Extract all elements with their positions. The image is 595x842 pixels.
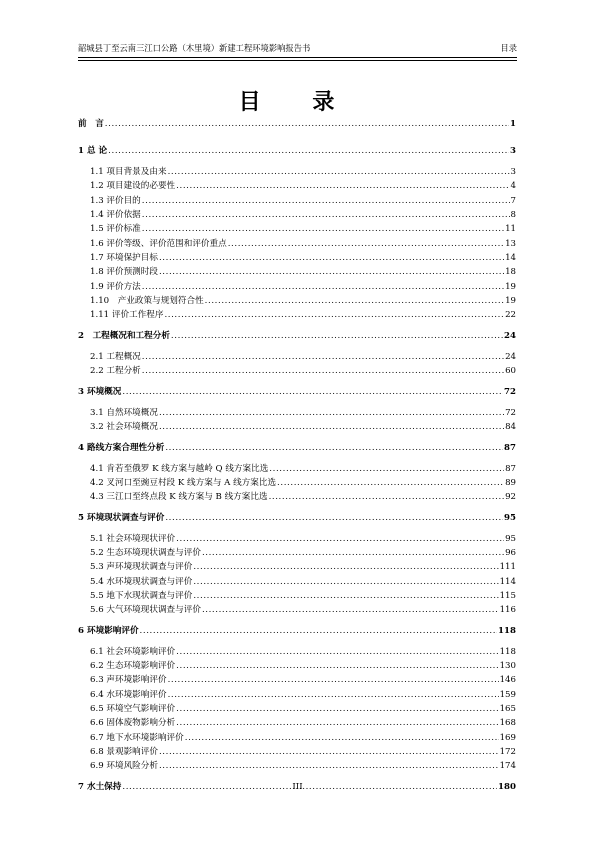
toc-entry-title: 6.8 景观影响评价	[90, 746, 158, 757]
toc-entry-page-number: 24	[505, 351, 516, 362]
toc-entry-title: 1.10 产业政策与规划符合性	[90, 295, 204, 306]
toc-chapter-entry[interactable]	[78, 144, 516, 158]
toc-entry-page-number: 114	[499, 576, 516, 587]
toc-entry-title: 7 水土保持	[78, 782, 122, 792]
toc-entry-title: 1.7 环境保护目标	[90, 252, 158, 263]
toc-section-entry[interactable]	[78, 308, 516, 322]
toc-entry-page-number: 174	[499, 761, 516, 772]
toc-entry-title: 1.6 评价等级、评价范围和评价重点	[90, 238, 227, 249]
toc-dot-leader	[269, 462, 504, 476]
toc-dot-leader	[159, 265, 504, 279]
toc-dot-leader	[142, 208, 510, 222]
toc-entry-title: 1.3 评价目的	[90, 195, 141, 206]
toc-entry-title: 2.2 工程分析	[90, 366, 141, 376]
toc-chapter-entry[interactable]	[78, 385, 516, 399]
toc-entry-title: 1.5 评价标准	[90, 224, 141, 235]
toc-entry-title: 3 环境概况	[78, 386, 122, 397]
toc-entry-page-number: 159	[499, 689, 516, 700]
toc-chapter-entry[interactable]	[78, 624, 516, 638]
toc-entry-title: 5.2 生态环境现状调查与评价	[90, 548, 201, 558]
header-document-title: 韶城县丁至云南三江口公路（木里境）新建工程环境影响报告书	[78, 43, 311, 53]
toc-chapter-entry[interactable]	[78, 511, 516, 525]
toc-entry-title: 1.2 项目建设的必要性	[90, 181, 176, 192]
toc-entry-page-number: 146	[499, 675, 516, 686]
toc-section-entry[interactable]	[78, 645, 516, 659]
toc-dot-leader	[176, 716, 498, 730]
toc-dot-leader	[142, 194, 510, 208]
toc-entry-title: 1.11 评价工作程序	[90, 310, 164, 321]
toc-entry-title: 1.9 评价方法	[90, 281, 141, 292]
toc-dot-leader	[165, 511, 503, 525]
toc-dot-leader	[159, 406, 504, 420]
toc-entry-title: 6.2 生态环境影响评价	[90, 661, 176, 672]
toc-entry-page-number: 95	[505, 533, 516, 544]
toc-section-entry[interactable]	[78, 406, 516, 420]
toc-section-entry[interactable]	[78, 560, 516, 574]
toc-dot-leader	[228, 237, 504, 251]
toc-section-entry[interactable]	[78, 294, 516, 308]
toc-entry-title: 前 言	[78, 119, 104, 129]
toc-dot-leader	[193, 575, 498, 589]
toc-entry-page-number: 116	[499, 605, 516, 616]
toc-entry-title: 1.8 评价预测时段	[90, 267, 158, 278]
toc-entry-title: 6.6 固体废物影响分析	[90, 718, 176, 729]
toc-section-entry[interactable]	[78, 179, 516, 193]
toc-entry-page-number: 95	[504, 512, 516, 523]
toc-dot-leader	[202, 603, 499, 617]
toc-entry-page-number: 3	[510, 146, 516, 157]
toc-dot-leader	[176, 659, 498, 673]
toc-entry-title: 4.3 三江口至终点段 K 线方案与 B 线方案比选	[90, 492, 268, 503]
toc-entry-title: 6.7 地下水环境影响评价	[90, 732, 184, 743]
toc-entry-title: 5.1 社会环境现状评价	[90, 533, 176, 544]
toc-dot-leader	[269, 490, 505, 504]
toc-entry-page-number: 92	[505, 492, 516, 503]
toc-entry-page-number: 118	[499, 646, 516, 657]
toc-entry-page-number: 169	[499, 732, 516, 743]
toc-dot-leader	[108, 144, 509, 158]
toc-dot-leader	[142, 222, 504, 236]
toc-entry-page-number: 22	[505, 310, 516, 321]
toc-dot-leader	[140, 624, 498, 638]
toc-section-entry[interactable]	[78, 462, 516, 476]
toc-dot-leader	[159, 251, 504, 265]
toc-section-entry[interactable]	[78, 350, 516, 364]
toc-dot-leader	[171, 329, 503, 343]
toc-section-entry[interactable]	[78, 194, 516, 208]
page-title: 目 录	[238, 89, 357, 115]
toc-section-entry[interactable]	[78, 688, 516, 702]
toc-entry-title: 6.9 环境风险分析	[90, 761, 158, 772]
toc-entry-page-number: 8	[510, 210, 516, 220]
toc-entry-page-number: 24	[504, 330, 516, 341]
toc-entry-title: 4 路线方案合理性分析	[78, 442, 165, 453]
toc-dot-leader	[165, 441, 503, 455]
toc-section-entry[interactable]	[78, 251, 516, 265]
toc-section-entry[interactable]	[78, 208, 516, 222]
toc-section-entry[interactable]	[78, 420, 516, 434]
toc-dot-leader	[142, 280, 504, 294]
toc-entry-page-number: 180	[498, 782, 516, 792]
toc-entry-page-number: 96	[505, 548, 516, 558]
toc-section-entry[interactable]	[78, 222, 516, 236]
toc-entry-page-number: 14	[505, 252, 516, 263]
toc-entry-page-number: 87	[505, 463, 516, 474]
toc-entry-title: 5.4 水环境现状调查与评价	[90, 576, 193, 587]
toc-dot-leader	[164, 308, 504, 322]
toc-entry-page-number: 7	[510, 195, 516, 206]
toc-section-entry[interactable]	[78, 237, 516, 251]
toc-section-entry[interactable]	[78, 731, 516, 745]
toc-section-entry[interactable]	[78, 364, 516, 378]
toc-entry-page-number: 111	[499, 562, 516, 573]
toc-entry-title: 6.1 社会环境影响评价	[90, 646, 176, 657]
toc-dot-leader	[185, 731, 499, 745]
toc-entry-title: 6.4 水环境影响评价	[90, 689, 167, 700]
toc-entry-title: 6.3 声环境影响评价	[90, 675, 167, 686]
toc-dot-leader	[168, 165, 510, 179]
toc-entry-page-number: 84	[505, 421, 516, 432]
toc-entry-title: 1 总 论	[78, 146, 108, 157]
toc-dot-leader	[168, 688, 499, 702]
toc-chapter-entry[interactable]	[78, 117, 516, 131]
toc-entry-title: 4.1 肯若至俄罗 K 线方案与越岭 Q 线方案比选	[90, 463, 269, 474]
toc-dot-leader	[205, 294, 504, 308]
toc-entry-page-number: 89	[505, 477, 516, 488]
toc-entry-page-number: 118	[498, 626, 516, 636]
header-rule	[78, 57, 517, 58]
toc-section-entry[interactable]	[78, 589, 516, 603]
toc-entry-page-number: 60	[505, 366, 516, 376]
toc-section-entry[interactable]	[78, 546, 516, 560]
toc-section-entry[interactable]	[78, 745, 516, 759]
toc-entry-page-number: 168	[499, 718, 516, 729]
toc-dot-leader	[277, 476, 504, 490]
toc-section-entry[interactable]	[78, 759, 516, 773]
toc-entry-page-number: 18	[505, 267, 516, 278]
toc-entry-page-number: 72	[504, 386, 516, 397]
toc-dot-leader	[159, 420, 504, 434]
toc-entry-title: 3.1 自然环境概况	[90, 407, 158, 418]
toc-dot-leader	[105, 117, 509, 131]
toc-entry-page-number: 72	[505, 407, 516, 418]
toc-entry-page-number: 172	[499, 746, 516, 757]
header-section-name: 目录	[500, 43, 517, 53]
toc-entry-title: 2.1 工程概况	[90, 351, 141, 362]
toc-entry-page-number: 115	[499, 590, 516, 601]
toc-dot-leader	[176, 702, 498, 716]
toc-section-entry[interactable]	[78, 280, 516, 294]
toc-dot-leader	[176, 179, 509, 193]
page-number: III	[292, 782, 303, 792]
toc-entry-title: 6.5 环境空气影响评价	[90, 704, 176, 714]
toc-entry-title: 2 工程概况和工程分析	[78, 330, 170, 341]
toc-entry-title: 3.2 社会环境概况	[90, 421, 158, 432]
toc-dot-leader	[202, 546, 504, 560]
toc-section-entry[interactable]	[78, 265, 516, 279]
toc-chapter-entry[interactable]	[78, 329, 516, 343]
toc-entry-page-number: 19	[505, 295, 516, 306]
toc-dot-leader	[142, 364, 504, 378]
toc-entry-page-number: 19	[505, 281, 516, 292]
toc-entry-page-number: 165	[499, 704, 516, 714]
toc-section-entry[interactable]	[78, 702, 516, 716]
toc-section-entry[interactable]	[78, 165, 516, 179]
toc-entry-title: 5.5 地下水现状调查与评价	[90, 590, 193, 601]
toc-entry-page-number: 87	[504, 442, 516, 453]
toc-section-entry[interactable]	[78, 575, 516, 589]
toc-entry-title: 4.2 叉河口至豌豆村段 K 线方案与 A 线方案比选	[90, 477, 277, 488]
toc-section-entry[interactable]	[78, 476, 516, 490]
toc-entry-title: 6 环境影响评价	[78, 626, 139, 636]
toc-entry-page-number: 13	[505, 238, 516, 249]
toc-entry-title: 1.4 评价依据	[90, 210, 141, 220]
toc-section-entry[interactable]	[78, 716, 516, 730]
toc-entry-page-number: 11	[505, 224, 516, 235]
toc-chapter-entry[interactable]	[78, 441, 516, 455]
toc-entry-page-number: 4	[510, 181, 516, 192]
toc-dot-leader	[159, 745, 499, 759]
toc-dot-leader	[193, 589, 498, 603]
toc-section-entry[interactable]	[78, 659, 516, 673]
toc-entry-title: 1.1 项目背景及由来	[90, 167, 167, 178]
toc-section-entry[interactable]	[78, 673, 516, 687]
toc-section-entry[interactable]	[78, 603, 516, 617]
toc-dot-leader	[176, 532, 504, 546]
toc-entry-page-number: 130	[499, 661, 516, 672]
toc-section-entry[interactable]	[78, 532, 516, 546]
toc-section-entry[interactable]	[78, 490, 516, 504]
toc-dot-leader	[142, 350, 504, 364]
toc-dot-leader	[193, 560, 498, 574]
toc-entry-page-number: 1	[510, 119, 516, 129]
toc-dot-leader	[176, 645, 498, 659]
toc-entry-title: 5.6 大气环境现状调查与评价	[90, 605, 201, 616]
header-rule-thin	[78, 60, 517, 61]
toc-entry-title: 5.3 声环境现状调查与评价	[90, 562, 193, 573]
toc-dot-leader	[159, 759, 499, 773]
toc-entry-title: 5 环境现状调查与评价	[78, 512, 165, 523]
toc-dot-leader	[168, 673, 499, 687]
toc-entry-page-number: 3	[510, 167, 516, 178]
running-header	[78, 40, 517, 56]
toc-dot-leader	[122, 385, 503, 399]
